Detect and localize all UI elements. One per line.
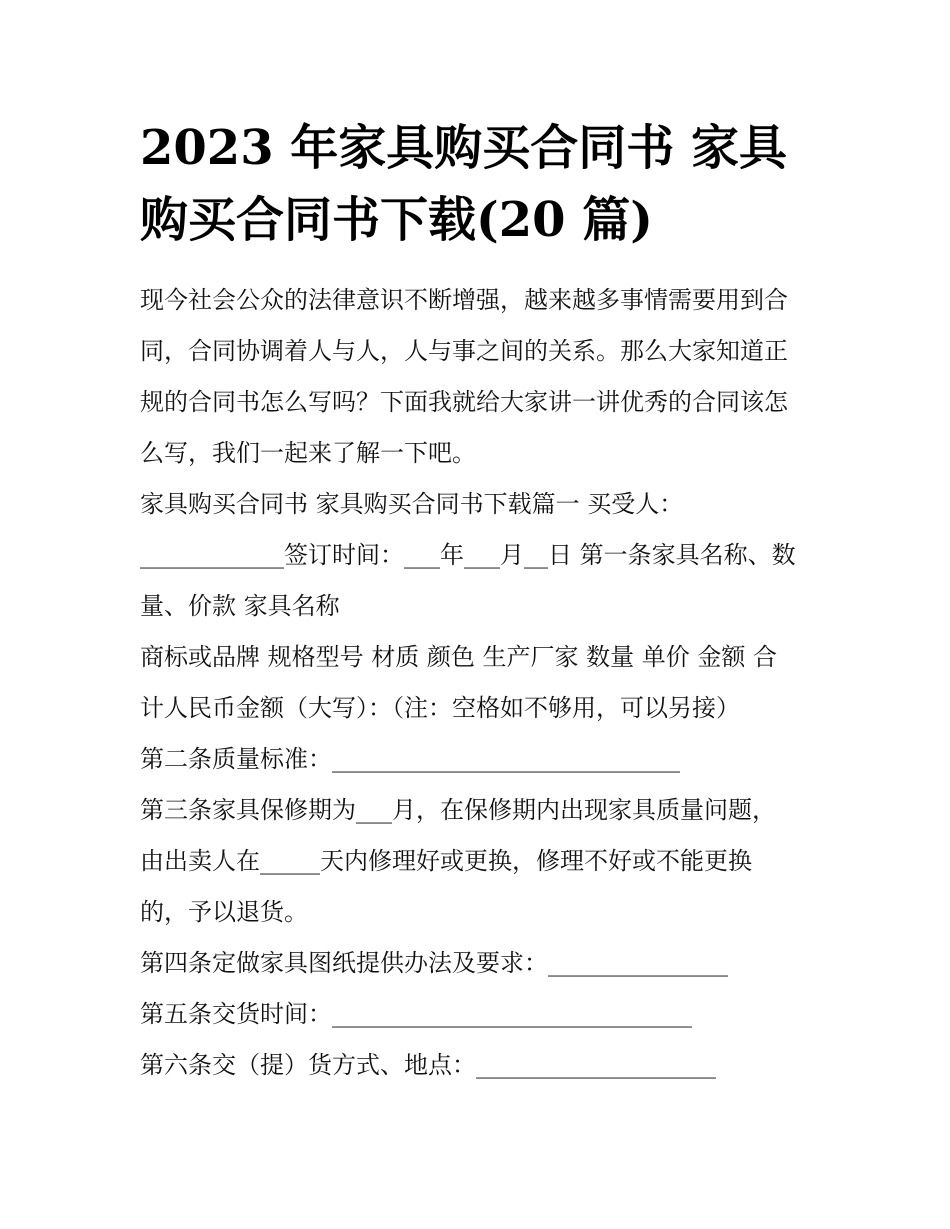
clause-4: 第四条定做家具图纸提供办法及要求：_______________ (140, 949, 728, 977)
title-line-1: 2023 年家具购买合同书 家具 (140, 120, 788, 176)
clause-1-continued: 量、价款 家具名称 (140, 592, 340, 620)
contract-heading-line: 家具购买合同书 家具购买合同书下载篇一 买受人： (140, 490, 684, 518)
title-line-2: 购买合同书下载(20 篇) (140, 192, 653, 248)
amount-line: 计人民币金额（大写）：（注：空格如不够用，可以另接） (140, 694, 740, 722)
clause-6: 第六条交（提）货方式、地点：____________________ (140, 1051, 716, 1079)
sign-date-line: ____________签订时间：___年___月__日 第一条家具名称、数 (140, 541, 796, 569)
clause-3-line-3: 的，予以退货。 (140, 898, 308, 926)
clause-3-line-1: 第三条家具保修期为___月，在保修期内出现家具质量问题， (140, 796, 776, 824)
intro-line-2: 同，合同协调着人与人，人与事之间的关系。那么大家知道正 (140, 337, 788, 365)
clause-5: 第五条交货时间：______________________________ (140, 1000, 692, 1028)
clause-2: 第二条质量标准：_____________________________ (140, 745, 680, 773)
intro-line-1: 现今社会公众的法律意识不断增强，越来越多事情需要用到合 (140, 286, 788, 314)
document-title (140, 112, 820, 256)
clause-3-line-2: 由出卖人在_____天内修理好或更换，修理不好或不能更换 (140, 847, 752, 875)
intro-line-4: 么写，我们一起来了解一下吧。 (140, 439, 476, 467)
product-fields-line: 商标或品牌 规格型号 材质 颜色 生产厂家 数量 单价 金额 合 (140, 643, 778, 671)
intro-line-3: 规的合同书怎么写吗？下面我就给大家讲一讲优秀的合同该怎 (140, 388, 788, 416)
